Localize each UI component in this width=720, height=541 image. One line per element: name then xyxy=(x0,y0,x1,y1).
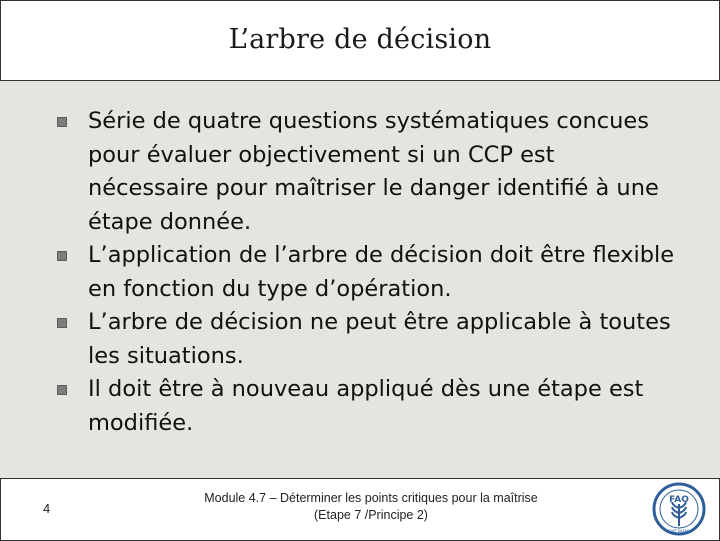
bullet-text: L’application de l’arbre de décision doit être flexible en fonction du type d’opération. xyxy=(88,242,675,302)
bullet-list xyxy=(57,105,677,440)
page-number: 4 xyxy=(43,501,51,516)
square-bullet-icon xyxy=(57,318,67,328)
bullet-item xyxy=(57,105,677,239)
slide-title: L’arbre de décision xyxy=(228,24,492,55)
slide-footer xyxy=(0,478,720,541)
bullet-item xyxy=(57,306,677,373)
footer-line-2: (Etape 7 /Principe 2) xyxy=(314,508,428,522)
fao-logo-icon xyxy=(651,481,707,537)
slide-content xyxy=(0,81,720,478)
square-bullet-icon xyxy=(57,251,67,261)
footer-line-1: Module 4.7 – Déterminer les points critiques pour la maîtrise xyxy=(204,491,538,505)
slide-header xyxy=(0,0,720,81)
square-bullet-icon xyxy=(57,385,67,395)
bullet-text: L’arbre de décision ne peut être applicable à toutes les situations. xyxy=(88,309,671,369)
logo-motto: FIAT PANIS xyxy=(668,529,690,534)
bullet-text: Il doit être à nouveau appliqué dès une étape est modifiée. xyxy=(88,376,644,436)
bullet-item xyxy=(57,373,677,440)
square-bullet-icon xyxy=(57,117,67,127)
logo-letters: FAO xyxy=(669,495,689,505)
footer-caption xyxy=(161,490,581,524)
bullet-text: Série de quatre questions systématiques concues pour évaluer objectivement si un CCP est nécessaire pour maîtriser le danger identifié à une étape donnée. xyxy=(88,108,659,235)
bullet-item xyxy=(57,239,677,306)
